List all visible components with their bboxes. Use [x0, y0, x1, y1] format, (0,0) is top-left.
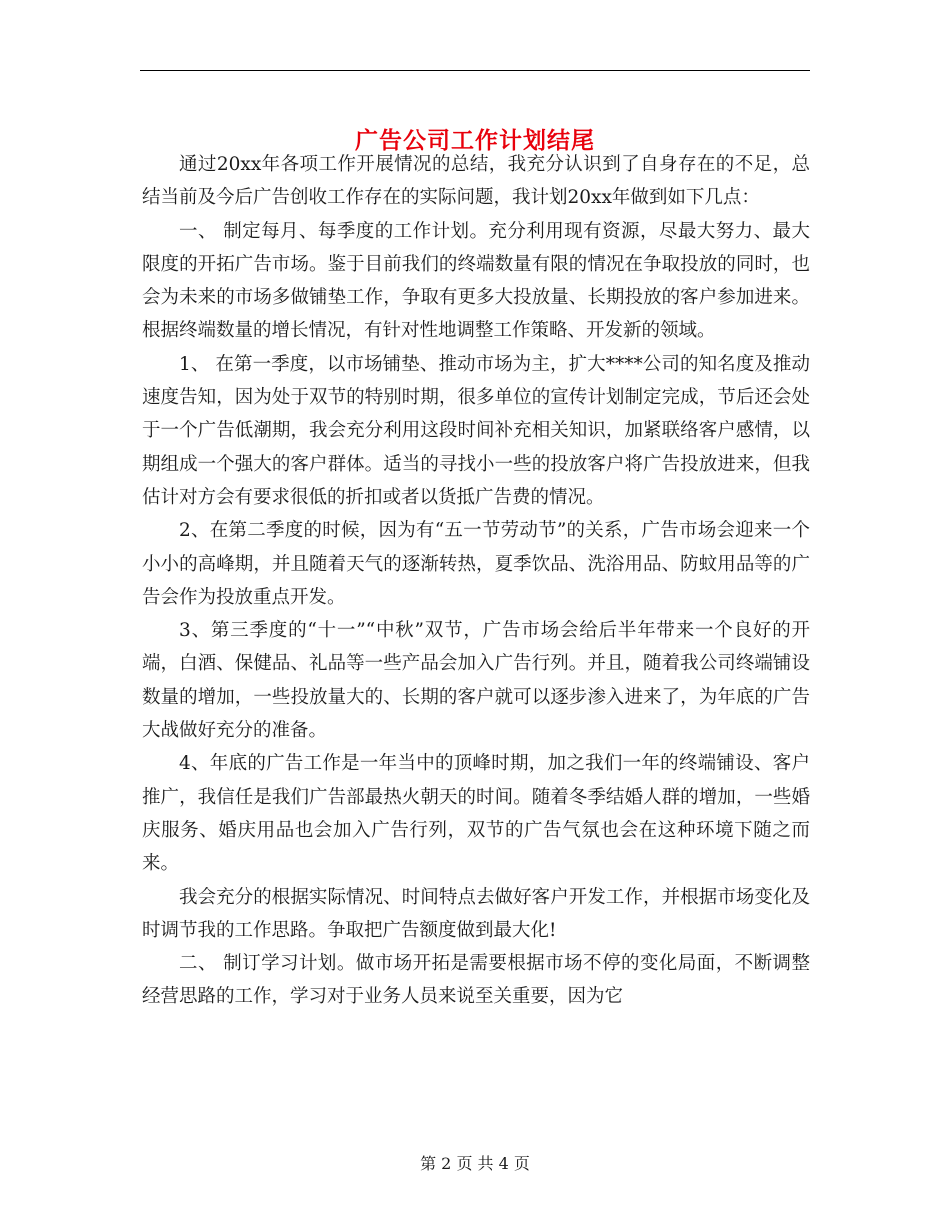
header-rule: [140, 70, 810, 71]
document-title: 广告公司工作计划结尾: [355, 127, 595, 155]
paragraph-intro: 通过20xx年各项工作开展情况的总结，我充分认识到了自身存在的不足，总结当前及今后广告创收工作存在的实际问题，我计划20xx年做到如下几点：: [142, 154, 810, 209]
paragraph-section-two: 二、 制订学习计划。做市场开拓是需要根据市场不停的变化局面，不断调整经营思路的工作，学习对于业务人员来说至关重要，因为它: [142, 953, 810, 1008]
paragraph-q4: 4、年底的广告工作是一年当中的顶峰时期，加之我们一年的终端铺设、客户推广，我信任是我们广告部最热火朝天的时间。随着冬季结婚人群的增加，一些婚庆服务、婚庆用品也会加入广告行列，双节的广告气氛也会在这种环境下随之而来。: [142, 753, 810, 875]
paragraph-summary: 我会充分的根据实际情况、时间特点去做好客户开发工作，并根据市场变化及时调节我的工作思路。争取把广告额度做到最大化!: [142, 886, 810, 941]
paragraph-section-one: 一、 制定每月、每季度的工作计划。充分利用现有资源，尽最大努力、最大限度的开拓广告市场。鉴于目前我们的终端数量有限的情况在争取投放的同时，也会为未来的市场多做铺垫工作，争取有更多大投放量、长期投放的客户参加进来。根据终端数量的增长情况，有针对性地调整工作策略、开发新的领域。: [142, 220, 810, 342]
paragraph-q1: 1、 在第一季度，以市场铺垫、推动市场为主，扩大****公司的知名度及推动速度告知，因为处于双节的特别时期，很多单位的宣传计划制定完成，节后还会处于一个广告低潮期，我会充分利用这段时间补充相关知识，加紧联络客户感情，以期组成一个强大的客户群体。适当的寻找小一些的投放客户将广告投放进来，但我估计对方会有要求很低的折扣或者以货抵广告费的情况。: [142, 353, 810, 508]
document-body: [142, 148, 810, 1014]
paragraph-q3: 3、第三季度的“十一”“中秋”双节，广告市场会给后半年带来一个良好的开端，白酒、保健品、礼品等一些产品会加入广告行列。并且，随着我公司终端铺设数量的增加，一些投放量大的、长期的客户就可以逐步渗入进来了，为年底的广告大战做好充分的准备。: [142, 620, 810, 742]
page-number-footer: 第 2 页 共 4 页: [420, 1154, 530, 1173]
paragraph-q2: 2、在第二季度的时候，因为有“五一节劳动节”的关系，广告市场会迎来一个小小的高峰期，并且随着天气的逐渐转热，夏季饮品、洗浴用品、防蚊用品等的广告会作为投放重点开发。: [142, 520, 810, 608]
